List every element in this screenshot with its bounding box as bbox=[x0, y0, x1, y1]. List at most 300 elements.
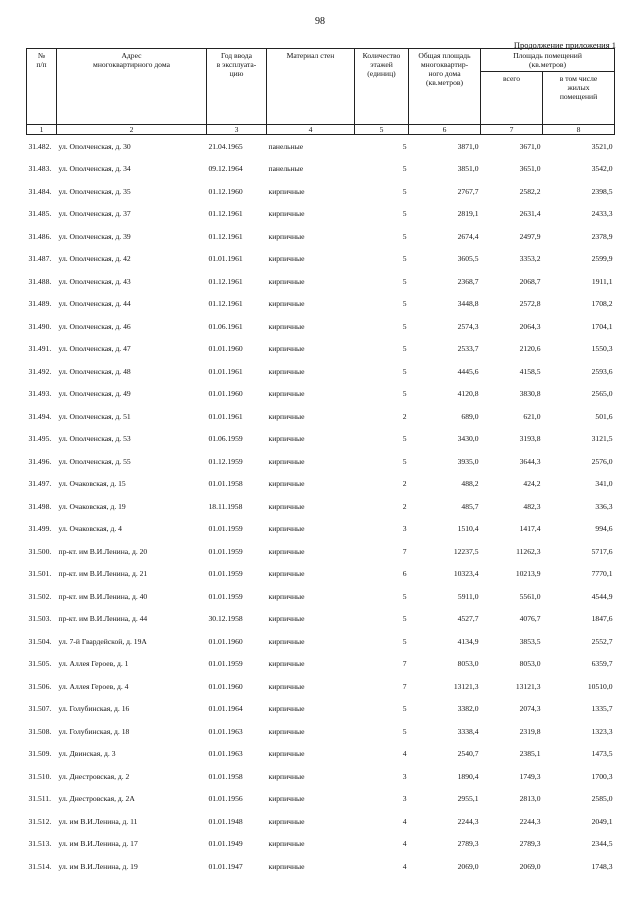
row-premises-area: 11262,3 bbox=[516, 546, 541, 556]
row-number: 31.510. bbox=[28, 771, 52, 781]
row-floors: 7 bbox=[402, 546, 407, 556]
row-wall-material: кирпичные bbox=[268, 411, 305, 421]
row-commission-date: 01.01.1961 bbox=[208, 366, 243, 376]
row-commission-date: 01.12.1959 bbox=[208, 456, 243, 466]
row-wall-material: кирпичные bbox=[268, 816, 305, 826]
row-residential-area: 1550,3 bbox=[591, 344, 613, 354]
row-number: 31.512. bbox=[28, 816, 52, 826]
table-row bbox=[27, 698, 615, 721]
row-residential-area: 1323,3 bbox=[591, 726, 613, 736]
row-number: 31.487. bbox=[28, 254, 52, 264]
row-total-area: 8053,0 bbox=[457, 659, 479, 669]
row-residential-area: 1335,7 bbox=[591, 704, 613, 714]
row-total-area: 4445,6 bbox=[457, 366, 479, 376]
row-residential-area: 2599,9 bbox=[591, 254, 613, 264]
row-wall-material: кирпичные bbox=[268, 456, 305, 466]
row-wall-material: кирпичные bbox=[268, 276, 305, 286]
row-total-area: 3430,0 bbox=[457, 434, 479, 444]
row-wall-material: кирпичные bbox=[268, 861, 305, 871]
row-residential-area: 2378,9 bbox=[591, 231, 613, 241]
column-number: 4 bbox=[267, 125, 355, 135]
header-all: всего bbox=[481, 72, 543, 125]
row-commission-date: 01.01.1959 bbox=[208, 569, 243, 579]
row-wall-material: кирпичные bbox=[268, 186, 305, 196]
row-floors: 2 bbox=[402, 501, 407, 511]
row-wall-material: кирпичные bbox=[268, 681, 305, 691]
row-wall-material: кирпичные bbox=[268, 231, 305, 241]
row-premises-area: 2068,7 bbox=[519, 276, 541, 286]
row-address: ул. Ополченская, д. 55 bbox=[58, 456, 131, 466]
row-floors: 4 bbox=[402, 839, 407, 849]
row-total-area: 3871,0 bbox=[457, 141, 479, 151]
row-total-area: 5911,0 bbox=[457, 591, 479, 601]
row-number: 31.482. bbox=[28, 141, 52, 151]
row-total-area: 3382,0 bbox=[457, 704, 479, 714]
row-number: 31.509. bbox=[28, 749, 52, 759]
row-commission-date: 01.01.1959 bbox=[208, 659, 243, 669]
row-number: 31.496. bbox=[28, 456, 52, 466]
row-commission-date: 21.04.1965 bbox=[208, 141, 243, 151]
row-residential-area: 336,3 bbox=[595, 501, 613, 511]
row-total-area: 2819,1 bbox=[457, 209, 479, 219]
row-commission-date: 01.01.1960 bbox=[208, 389, 243, 399]
row-address: пр-кт. им В.И.Ленина, д. 44 bbox=[58, 614, 148, 624]
row-total-area: 3935,0 bbox=[457, 456, 479, 466]
row-total-area: 1510,4 bbox=[457, 524, 479, 534]
row-commission-date: 01.01.1959 bbox=[208, 524, 243, 534]
row-residential-area: 2576,0 bbox=[591, 456, 613, 466]
row-total-area: 13121,3 bbox=[453, 681, 479, 691]
row-total-area: 689,0 bbox=[461, 411, 479, 421]
row-residential-area: 2593,6 bbox=[591, 366, 613, 376]
table-body bbox=[27, 135, 615, 878]
column-numbers-row bbox=[27, 125, 615, 135]
row-commission-date: 30.12.1958 bbox=[208, 614, 243, 624]
row-total-area: 3448,8 bbox=[457, 299, 479, 309]
row-residential-area: 1748,3 bbox=[591, 861, 613, 871]
column-number: 2 bbox=[57, 125, 207, 135]
row-address: ул. им В.И.Ленина, д. 11 bbox=[58, 816, 138, 826]
row-residential-area: 501,6 bbox=[595, 411, 613, 421]
row-number: 31.495. bbox=[28, 434, 52, 444]
row-wall-material: кирпичные bbox=[268, 366, 305, 376]
table-row bbox=[27, 405, 615, 428]
row-floors: 5 bbox=[402, 276, 407, 286]
row-number: 31.490. bbox=[28, 321, 52, 331]
row-total-area: 3338,4 bbox=[457, 726, 479, 736]
row-residential-area: 7770,1 bbox=[591, 569, 613, 579]
table-row bbox=[27, 518, 615, 541]
row-premises-area: 2572,8 bbox=[519, 299, 541, 309]
row-number: 31.508. bbox=[28, 726, 52, 736]
row-address: ул. Днестровская, д. 2 bbox=[58, 771, 130, 781]
row-total-area: 2767,7 bbox=[457, 186, 479, 196]
row-premises-area: 3353,2 bbox=[519, 254, 541, 264]
row-total-area: 485,7 bbox=[461, 501, 479, 511]
housing-register-table bbox=[26, 48, 615, 878]
row-floors: 5 bbox=[402, 254, 407, 264]
row-floors: 6 bbox=[402, 569, 407, 579]
row-residential-area: 3542,0 bbox=[591, 164, 613, 174]
row-wall-material: кирпичные bbox=[268, 254, 305, 264]
row-residential-area: 2398,5 bbox=[591, 186, 613, 196]
header-floors: Количество этажей (единиц) bbox=[355, 49, 409, 125]
row-wall-material: кирпичные bbox=[268, 501, 305, 511]
column-number: 8 bbox=[543, 125, 615, 135]
row-premises-area: 1417,4 bbox=[519, 524, 541, 534]
row-premises-area: 2319,8 bbox=[519, 726, 541, 736]
row-premises-area: 2064,3 bbox=[519, 321, 541, 331]
row-premises-area: 13121,3 bbox=[515, 681, 541, 691]
row-floors: 3 bbox=[402, 794, 407, 804]
row-commission-date: 01.01.1958 bbox=[208, 771, 243, 781]
row-number: 31.492. bbox=[28, 366, 52, 376]
row-address: ул. Ополченская, д. 39 bbox=[58, 231, 131, 241]
row-number: 31.501. bbox=[28, 569, 52, 579]
row-number: 31.511. bbox=[28, 794, 51, 804]
row-residential-area: 2565,0 bbox=[591, 389, 613, 399]
row-premises-area: 2074,3 bbox=[519, 704, 541, 714]
row-premises-area: 3671,0 bbox=[519, 141, 541, 151]
header-address: Адрес многоквартирного дома bbox=[57, 49, 207, 125]
row-residential-area: 3521,0 bbox=[591, 141, 613, 151]
row-number: 31.513. bbox=[28, 839, 52, 849]
row-premises-area: 4158,5 bbox=[519, 366, 541, 376]
row-premises-area: 2582,2 bbox=[519, 186, 541, 196]
row-wall-material: кирпичные bbox=[268, 434, 305, 444]
row-residential-area: 2049,1 bbox=[591, 816, 613, 826]
row-commission-date: 09.12.1964 bbox=[208, 164, 243, 174]
header-residential: в том числе жилых помещений bbox=[543, 72, 615, 125]
row-premises-area: 2069,0 bbox=[519, 861, 541, 871]
row-address: пр-кт. им В.И.Ленина, д. 20 bbox=[58, 546, 148, 556]
row-commission-date: 01.01.1960 bbox=[208, 681, 243, 691]
row-floors: 5 bbox=[402, 186, 407, 196]
row-number: 31.484. bbox=[28, 186, 52, 196]
row-commission-date: 01.01.1960 bbox=[208, 344, 243, 354]
row-total-area: 2674,4 bbox=[457, 231, 479, 241]
table-row bbox=[27, 428, 615, 451]
row-residential-area: 1473,5 bbox=[591, 749, 613, 759]
row-number: 31.483. bbox=[28, 164, 52, 174]
table-row bbox=[27, 495, 615, 518]
table-row bbox=[27, 293, 615, 316]
row-address: ул. им В.И.Ленина, д. 17 bbox=[58, 839, 138, 849]
row-residential-area: 2433,3 bbox=[591, 209, 613, 219]
row-residential-area: 2552,7 bbox=[591, 636, 613, 646]
row-commission-date: 01.12.1961 bbox=[208, 209, 243, 219]
table-row bbox=[27, 180, 615, 203]
row-number: 31.489. bbox=[28, 299, 52, 309]
row-number: 31.499. bbox=[28, 524, 52, 534]
row-residential-area: 1708,2 bbox=[591, 299, 613, 309]
row-commission-date: 01.01.1958 bbox=[208, 479, 243, 489]
table-row bbox=[27, 833, 615, 856]
row-total-area: 2368,7 bbox=[457, 276, 479, 286]
row-premises-area: 3853,5 bbox=[519, 636, 541, 646]
row-floors: 5 bbox=[402, 704, 407, 714]
row-premises-area: 1749,3 bbox=[519, 771, 541, 781]
row-number: 31.505. bbox=[28, 659, 52, 669]
row-address: ул. Ополченская, д. 47 bbox=[58, 344, 131, 354]
row-residential-area: 1700,3 bbox=[591, 771, 613, 781]
row-number: 31.500. bbox=[28, 546, 52, 556]
row-floors: 5 bbox=[402, 141, 407, 151]
row-premises-area: 5561,0 bbox=[519, 591, 541, 601]
row-number: 31.494. bbox=[28, 411, 52, 421]
row-commission-date: 01.12.1961 bbox=[208, 276, 243, 286]
table-row bbox=[27, 248, 615, 271]
row-total-area: 2789,3 bbox=[457, 839, 479, 849]
row-premises-area: 2497,9 bbox=[519, 231, 541, 241]
continuation-note: Продолжение приложения 1 bbox=[513, 40, 616, 50]
row-wall-material: кирпичные bbox=[268, 591, 305, 601]
row-commission-date: 01.06.1959 bbox=[208, 434, 243, 444]
row-address: ул. Ополченская, д. 42 bbox=[58, 254, 131, 264]
row-commission-date: 01.01.1960 bbox=[208, 636, 243, 646]
column-number: 3 bbox=[207, 125, 267, 135]
row-address: ул. Ополченская, д. 49 bbox=[58, 389, 131, 399]
row-address: ул. Очаковская, д. 19 bbox=[58, 501, 126, 511]
table-row bbox=[27, 270, 615, 293]
row-wall-material: кирпичные bbox=[268, 636, 305, 646]
row-floors: 5 bbox=[402, 614, 407, 624]
table-row bbox=[27, 675, 615, 698]
row-wall-material: кирпичные bbox=[268, 794, 305, 804]
row-number: 31.514. bbox=[28, 861, 52, 871]
row-premises-area: 621,0 bbox=[523, 411, 541, 421]
row-floors: 7 bbox=[402, 659, 407, 669]
row-wall-material: кирпичные bbox=[268, 614, 305, 624]
row-address: ул. Очаковская, д. 4 bbox=[58, 524, 122, 534]
row-address: ул. Очаковская, д. 15 bbox=[58, 479, 126, 489]
row-wall-material: кирпичные bbox=[268, 704, 305, 714]
row-floors: 5 bbox=[402, 164, 407, 174]
row-premises-area: 3193,8 bbox=[519, 434, 541, 444]
row-commission-date: 01.01.1948 bbox=[208, 816, 243, 826]
row-address: ул. Днестровская, д. 2А bbox=[58, 794, 135, 804]
row-number: 31.502. bbox=[28, 591, 52, 601]
row-floors: 4 bbox=[402, 816, 407, 826]
row-address: ул. Двинская, д. 3 bbox=[58, 749, 116, 759]
row-floors: 5 bbox=[402, 456, 407, 466]
table-row bbox=[27, 585, 615, 608]
row-wall-material: кирпичные bbox=[268, 546, 305, 556]
row-residential-area: 994,6 bbox=[595, 524, 613, 534]
row-commission-date: 01.01.1963 bbox=[208, 726, 243, 736]
row-premises-area: 10213,9 bbox=[515, 569, 541, 579]
row-total-area: 12237,5 bbox=[453, 546, 479, 556]
table-row bbox=[27, 383, 615, 406]
row-address: ул. Аллея Героев, д. 4 bbox=[58, 681, 129, 691]
row-number: 31.488. bbox=[28, 276, 52, 286]
row-address: ул. Голубинская, д. 16 bbox=[58, 704, 130, 714]
page-number: 98 bbox=[315, 16, 325, 27]
row-premises-area: 3830,8 bbox=[519, 389, 541, 399]
table-row bbox=[27, 203, 615, 226]
row-premises-area: 3644,3 bbox=[519, 456, 541, 466]
row-total-area: 2540,7 bbox=[457, 749, 479, 759]
row-floors: 5 bbox=[402, 434, 407, 444]
row-residential-area: 6359,7 bbox=[591, 659, 613, 669]
row-commission-date: 01.01.1959 bbox=[208, 546, 243, 556]
row-wall-material: кирпичные bbox=[268, 749, 305, 759]
row-commission-date: 01.01.1961 bbox=[208, 411, 243, 421]
row-total-area: 10323,4 bbox=[453, 569, 479, 579]
row-total-area: 2574,3 bbox=[457, 321, 479, 331]
row-address: ул. Ополченская, д. 37 bbox=[58, 209, 131, 219]
row-premises-area: 2813,0 bbox=[519, 794, 541, 804]
row-floors: 3 bbox=[402, 771, 407, 781]
row-address: ул. Ополченская, д. 44 bbox=[58, 299, 131, 309]
row-commission-date: 01.01.1956 bbox=[208, 794, 243, 804]
table-row bbox=[27, 540, 615, 563]
row-total-area: 488,2 bbox=[461, 479, 479, 489]
row-floors: 5 bbox=[402, 591, 407, 601]
table-row bbox=[27, 810, 615, 833]
row-wall-material: кирпичные bbox=[268, 569, 305, 579]
row-number: 31.498. bbox=[28, 501, 52, 511]
row-floors: 7 bbox=[402, 681, 407, 691]
table-row bbox=[27, 473, 615, 496]
row-number: 31.507. bbox=[28, 704, 52, 714]
row-address: ул. Аллея Героев, д. 1 bbox=[58, 659, 129, 669]
row-address: ул. Голубинская, д. 18 bbox=[58, 726, 130, 736]
row-commission-date: 01.12.1961 bbox=[208, 231, 243, 241]
row-premises-area: 3651,0 bbox=[519, 164, 541, 174]
row-residential-area: 5717,6 bbox=[591, 546, 613, 556]
row-total-area: 4134,9 bbox=[457, 636, 479, 646]
row-number: 31.485. bbox=[28, 209, 52, 219]
table-row bbox=[27, 135, 615, 158]
row-total-area: 1890,4 bbox=[457, 771, 479, 781]
row-address: ул. Ополченская, д. 35 bbox=[58, 186, 131, 196]
row-residential-area: 4544,9 bbox=[591, 591, 613, 601]
row-wall-material: кирпичные bbox=[268, 659, 305, 669]
row-total-area: 2955,1 bbox=[457, 794, 479, 804]
table-row bbox=[27, 720, 615, 743]
table-row bbox=[27, 563, 615, 586]
row-address: ул. Ополченская, д. 51 bbox=[58, 411, 131, 421]
row-floors: 2 bbox=[402, 411, 407, 421]
header-premises-area: Площадь помещений (кв.метров) bbox=[481, 49, 615, 72]
row-wall-material: кирпичные bbox=[268, 726, 305, 736]
row-premises-area: 482,3 bbox=[523, 501, 541, 511]
row-residential-area: 341,0 bbox=[595, 479, 613, 489]
row-premises-area: 2120,6 bbox=[519, 344, 541, 354]
row-premises-area: 4076,7 bbox=[519, 614, 541, 624]
row-floors: 5 bbox=[402, 636, 407, 646]
row-address: ул. Ополченская, д. 43 bbox=[58, 276, 131, 286]
column-number: 7 bbox=[481, 125, 543, 135]
row-commission-date: 01.01.1964 bbox=[208, 704, 243, 714]
row-total-area: 2244,3 bbox=[457, 816, 479, 826]
row-address: ул. им В.И.Ленина, д. 19 bbox=[58, 861, 138, 871]
row-number: 31.506. bbox=[28, 681, 52, 691]
table-row bbox=[27, 315, 615, 338]
row-total-area: 4527,7 bbox=[457, 614, 479, 624]
row-total-area: 4120,8 bbox=[457, 389, 479, 399]
row-wall-material: кирпичные bbox=[268, 321, 305, 331]
table-row bbox=[27, 225, 615, 248]
row-floors: 5 bbox=[402, 366, 407, 376]
row-number: 31.486. bbox=[28, 231, 52, 241]
header-num: № п/п bbox=[27, 49, 57, 125]
row-commission-date: 18.11.1958 bbox=[208, 501, 243, 511]
row-number: 31.493. bbox=[28, 389, 52, 399]
row-floors: 3 bbox=[402, 524, 407, 534]
row-address: пр-кт. им В.И.Ленина, д. 21 bbox=[58, 569, 148, 579]
row-wall-material: кирпичные bbox=[268, 389, 305, 399]
column-number: 5 bbox=[355, 125, 409, 135]
row-commission-date: 01.01.1961 bbox=[208, 254, 243, 264]
row-floors: 5 bbox=[402, 389, 407, 399]
row-floors: 5 bbox=[402, 299, 407, 309]
row-floors: 2 bbox=[402, 479, 407, 489]
row-premises-area: 8053,0 bbox=[519, 659, 541, 669]
row-commission-date: 01.01.1963 bbox=[208, 749, 243, 759]
row-premises-area: 2631,4 bbox=[519, 209, 541, 219]
row-commission-date: 01.12.1961 bbox=[208, 299, 243, 309]
row-premises-area: 2385,1 bbox=[519, 749, 541, 759]
row-commission-date: 01.01.1959 bbox=[208, 591, 243, 601]
row-residential-area: 2344,5 bbox=[591, 839, 613, 849]
row-residential-area: 1704,1 bbox=[591, 321, 613, 331]
header-total-area: Общая площадь многоквартир- ного дома (кв.метров) bbox=[409, 49, 481, 125]
row-number: 31.503. bbox=[28, 614, 52, 624]
row-wall-material: кирпичные bbox=[268, 771, 305, 781]
row-wall-material: кирпичные bbox=[268, 479, 305, 489]
row-commission-date: 01.01.1947 bbox=[208, 861, 243, 871]
row-residential-area: 10510,0 bbox=[587, 681, 613, 691]
table-row bbox=[27, 630, 615, 653]
row-commission-date: 01.06.1961 bbox=[208, 321, 243, 331]
row-floors: 5 bbox=[402, 209, 407, 219]
row-premises-area: 2789,3 bbox=[519, 839, 541, 849]
column-number: 6 bbox=[409, 125, 481, 135]
row-premises-area: 424,2 bbox=[523, 479, 541, 489]
row-address: ул. Ополченская, д. 53 bbox=[58, 434, 131, 444]
row-address: ул. Ополченская, д. 34 bbox=[58, 164, 131, 174]
row-wall-material: панельные bbox=[268, 141, 304, 151]
table-row bbox=[27, 788, 615, 811]
row-wall-material: кирпичные bbox=[268, 209, 305, 219]
row-residential-area: 3121,5 bbox=[591, 434, 613, 444]
row-commission-date: 01.12.1960 bbox=[208, 186, 243, 196]
row-number: 31.504. bbox=[28, 636, 52, 646]
row-wall-material: кирпичные bbox=[268, 344, 305, 354]
table-row bbox=[27, 360, 615, 383]
row-total-area: 2533,7 bbox=[457, 344, 479, 354]
row-wall-material: панельные bbox=[268, 164, 304, 174]
table-row bbox=[27, 855, 615, 878]
row-wall-material: кирпичные bbox=[268, 839, 305, 849]
row-floors: 5 bbox=[402, 321, 407, 331]
row-premises-area: 2244,3 bbox=[519, 816, 541, 826]
row-floors: 5 bbox=[402, 344, 407, 354]
table-row bbox=[27, 450, 615, 473]
row-total-area: 2069,0 bbox=[457, 861, 479, 871]
column-number: 1 bbox=[27, 125, 57, 135]
table-row bbox=[27, 653, 615, 676]
row-total-area: 3605,5 bbox=[457, 254, 479, 264]
row-floors: 4 bbox=[402, 861, 407, 871]
table-row bbox=[27, 608, 615, 631]
row-residential-area: 1911,1 bbox=[591, 276, 613, 286]
row-commission-date: 01.01.1949 bbox=[208, 839, 243, 849]
row-number: 31.491. bbox=[28, 344, 52, 354]
row-address: ул. Ополченская, д. 46 bbox=[58, 321, 131, 331]
